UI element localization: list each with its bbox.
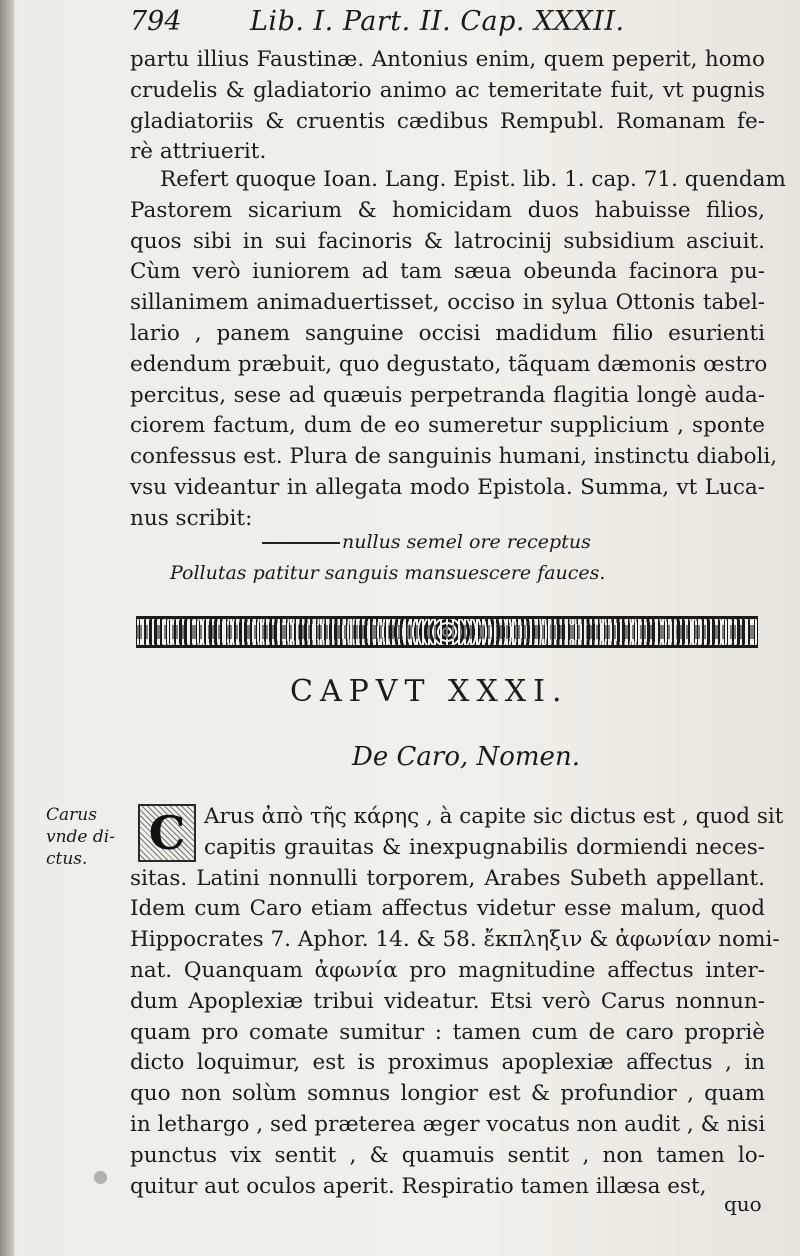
catchword: quo [724, 1192, 762, 1216]
text-line: Refert quoque Ioan. Lang. Epist. lib. 1. cap. 71. quendam [160, 167, 786, 192]
text-line: crudelis & gladiatorio animo ac temeritate fuit, vt pugnis [130, 77, 765, 103]
verse-dash [262, 542, 340, 544]
page-header [130, 6, 770, 42]
marginal-line: ctus. [46, 849, 88, 869]
text-line: in lethargo , sed præterea æger vocatus non audit , & nisi [130, 1111, 766, 1137]
text-line: quo non solùm somnus longior est & profundior , quam [130, 1081, 765, 1107]
text-line: nus scribit: [130, 505, 253, 531]
page-gutter [0, 0, 14, 1256]
verse-line-1 [262, 531, 591, 553]
text-line: partu illius Faustinæ. Antonius enim, quem peperit, homo [130, 47, 765, 72]
ornament-pattern [136, 625, 758, 639]
text-line: sitas. Latini nonnulli torporem, Arabes Subeth appellant. [130, 865, 765, 891]
paper-stain [94, 1171, 107, 1184]
text-line: dum Apoplexiæ tribui videatur. Etsi verò Carus nonnun- [130, 988, 765, 1014]
verse-line-2: Pollutas patitur sanguis mansuescere fauces. [170, 562, 606, 584]
text-line: Arus ἀπὸ τῆς κάρης , à capite sic dictus est , quod sit [204, 804, 784, 829]
text-line: Cùm verò iuniorem ad tam sæua obeunda facinora pu- [130, 259, 765, 285]
text-line: vsu videantur in allegata modo Epistola. Summa, vt Luca- [130, 474, 765, 500]
text-line: capitis grauitas & inexpugnabilis dormiendi neces- [204, 834, 765, 860]
marginal-line: Carus [46, 805, 97, 825]
chapter-subtitle: De Caro, Nomen. [352, 742, 580, 772]
marginal-line: vnde di- [46, 827, 115, 847]
text-line: quam pro comate sumitur : tamen cum de caro propriè [130, 1019, 765, 1045]
text-line: quos sibi in sui facinoris & latrocinij subsidium asciuit. [130, 228, 765, 254]
text-line: Hippocrates 7. Aphor. 14. & 58. ἔκπληξιν & ἀφωνίαν nomi- [130, 927, 780, 953]
page-number: 794 [130, 6, 182, 37]
text-line: punctus vix sentit , & quamuis sentit , non tamen lo- [130, 1142, 765, 1168]
paragraph-carus [130, 802, 784, 1202]
text-line: ciorem factum, dum de eo sumeretur supplicium , sponte [130, 413, 765, 439]
drop-cap-initial: C [138, 804, 196, 862]
text-line: Pastorem sicarium & homicidam duos habuisse filios, [130, 197, 765, 223]
text-line: dicto loquimur, est is proximus apoplexiæ affectus , in [130, 1050, 765, 1076]
text-line: sillanimem animaduertisset, occiso in sylua Ottonis tabel- [130, 290, 765, 316]
text-line: gladiatoriis & cruentis cædibus Rempubl. Romanam fe- [130, 108, 765, 134]
text-line: percitus, sese ad quæuis perpetranda flagitia longè auda- [130, 382, 765, 408]
text-line: nat. Quanquam ἀφωνία pro magnitudine affectus inter- [130, 957, 765, 983]
text-line: Idem cum Caro etiam affectus videtur esse malum, quod [130, 896, 765, 922]
marginal-note [46, 804, 126, 870]
text-line: rè attriuerit. [130, 139, 267, 165]
ornamental-divider [136, 616, 758, 648]
text-line: edendum præbuit, quo degustato, tãquam dæmonis œstro [130, 351, 768, 377]
running-head: Lib. I. Part. II. Cap. XXXII. [250, 6, 625, 37]
text-line: confessus est. Plura de sanguinis humani, instinctu diaboli, [130, 444, 778, 470]
text-line: lario , panem sanguine occisi madidum filio esurienti [130, 320, 765, 346]
paragraph-lang [130, 165, 786, 535]
paragraph-continuation [130, 45, 765, 168]
text-line: quitur aut oculos aperit. Respiratio tamen illæsa est, [130, 1173, 707, 1199]
chapter-heading: CAPVT XXXI. [290, 674, 569, 709]
verse-text-1: nullus semel ore receptus [342, 531, 591, 553]
